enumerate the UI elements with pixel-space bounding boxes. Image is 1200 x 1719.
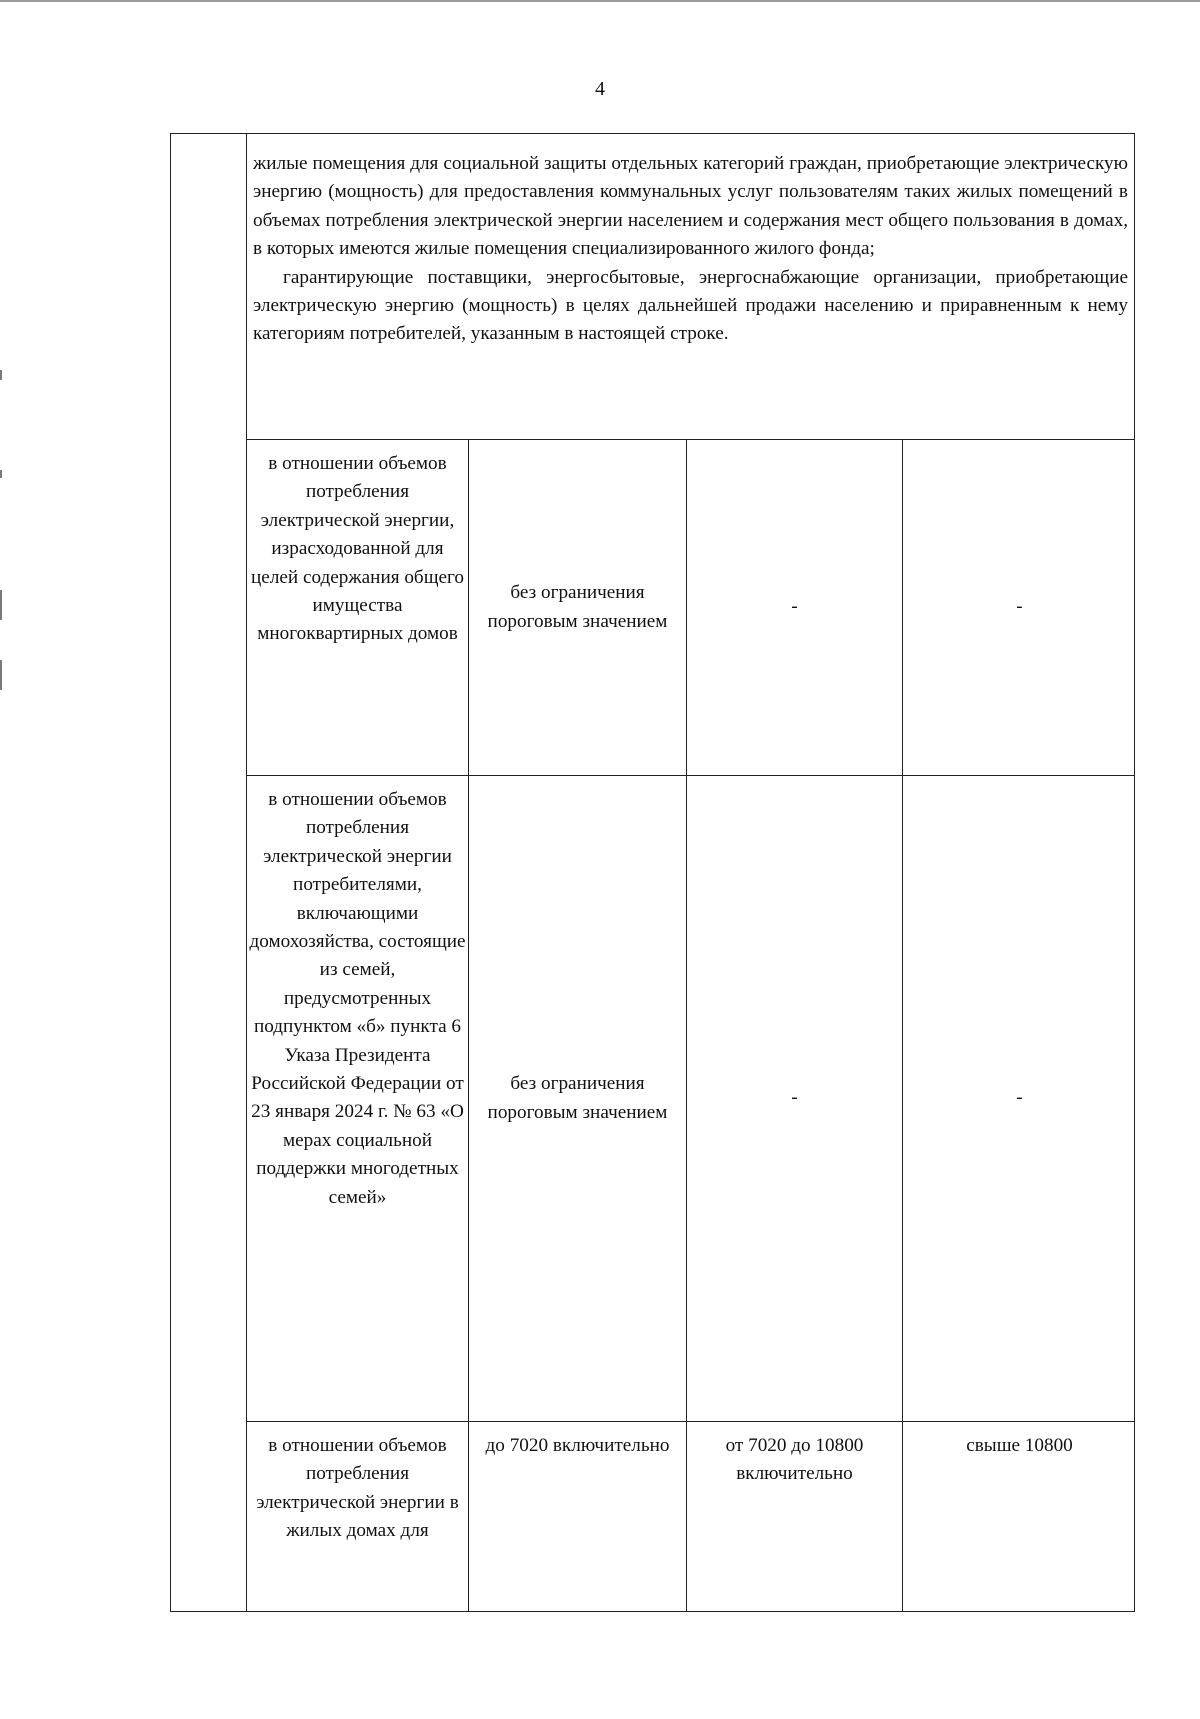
table-row [247,776,1134,1422]
row-description-cell: в отношении объемов потребления электрической энергии, израсходованной для целей содержания общего имущества многоквартирных домов [247,440,469,775]
range2-value: - [791,596,798,618]
page-number: 4 [595,78,605,100]
tariff-table [170,133,1135,1612]
range3-cell: свыше 10800 [966,1435,1073,1456]
range1-cell [469,440,687,775]
scan-margin-mark [0,660,2,690]
range2-cell: от 7020 до 10800 включительно [687,1422,903,1611]
scan-top-edge [0,0,1200,2]
range3-value: - [1016,1087,1023,1109]
range1-cell [469,776,687,1421]
table-row [247,440,1134,776]
range3-cell [903,440,1136,775]
scan-margin-mark [0,590,2,620]
table-row [247,1422,1134,1611]
range1-cell: до 7020 включительно [469,1422,687,1611]
range2-cell [687,776,903,1421]
table-intro-cell [247,134,1134,440]
range3-cell [903,776,1136,1421]
table-left-stub-column [171,134,247,1611]
range3-value: - [1016,596,1023,618]
table-grid [247,440,1134,1611]
range1-value: без ограничения пороговым значением [487,1073,668,1123]
row-description-cell: в отношении объемов потребления электрической энергии в жилых домах для [247,1422,469,1611]
row-description-cell: в отношении объемов потребления электрической энергии потребителями, включающими домохозяйства, состоящие из семей, предусмотренных подпунктом «б» пункта 6 Указа Президента Российской Федерации от 23 января 2024 г. № 63 «О мерах социальной поддержки многодетных семей» [247,776,469,1421]
range1-value: без ограничения пороговым значением [487,582,668,632]
intro-paragraph: жилые помещения для социальной защиты отдельных категорий граждан, приобретающие электрическую энергию (мощность) для предоставления коммунальных услуг пользователям таких жилых помещений в объемах потребления электрической энергии населением и содержания мест общего пользования в домах, в которых имеются жилые помещения специализированного жилого фонда; [253,153,1128,260]
scan-margin-mark [0,470,2,478]
scan-margin-mark [0,370,2,380]
intro-paragraph: гарантирующие поставщики, энергосбытовые, энергоснабжающие организации, приобретающие электрическую энергию (мощность) в целях дальнейшей продажи населению и приравненным к нему категориям потребителей, указанным в настоящей строке. [253,266,1128,345]
range2-value: - [791,1087,798,1109]
range2-cell [687,440,903,775]
